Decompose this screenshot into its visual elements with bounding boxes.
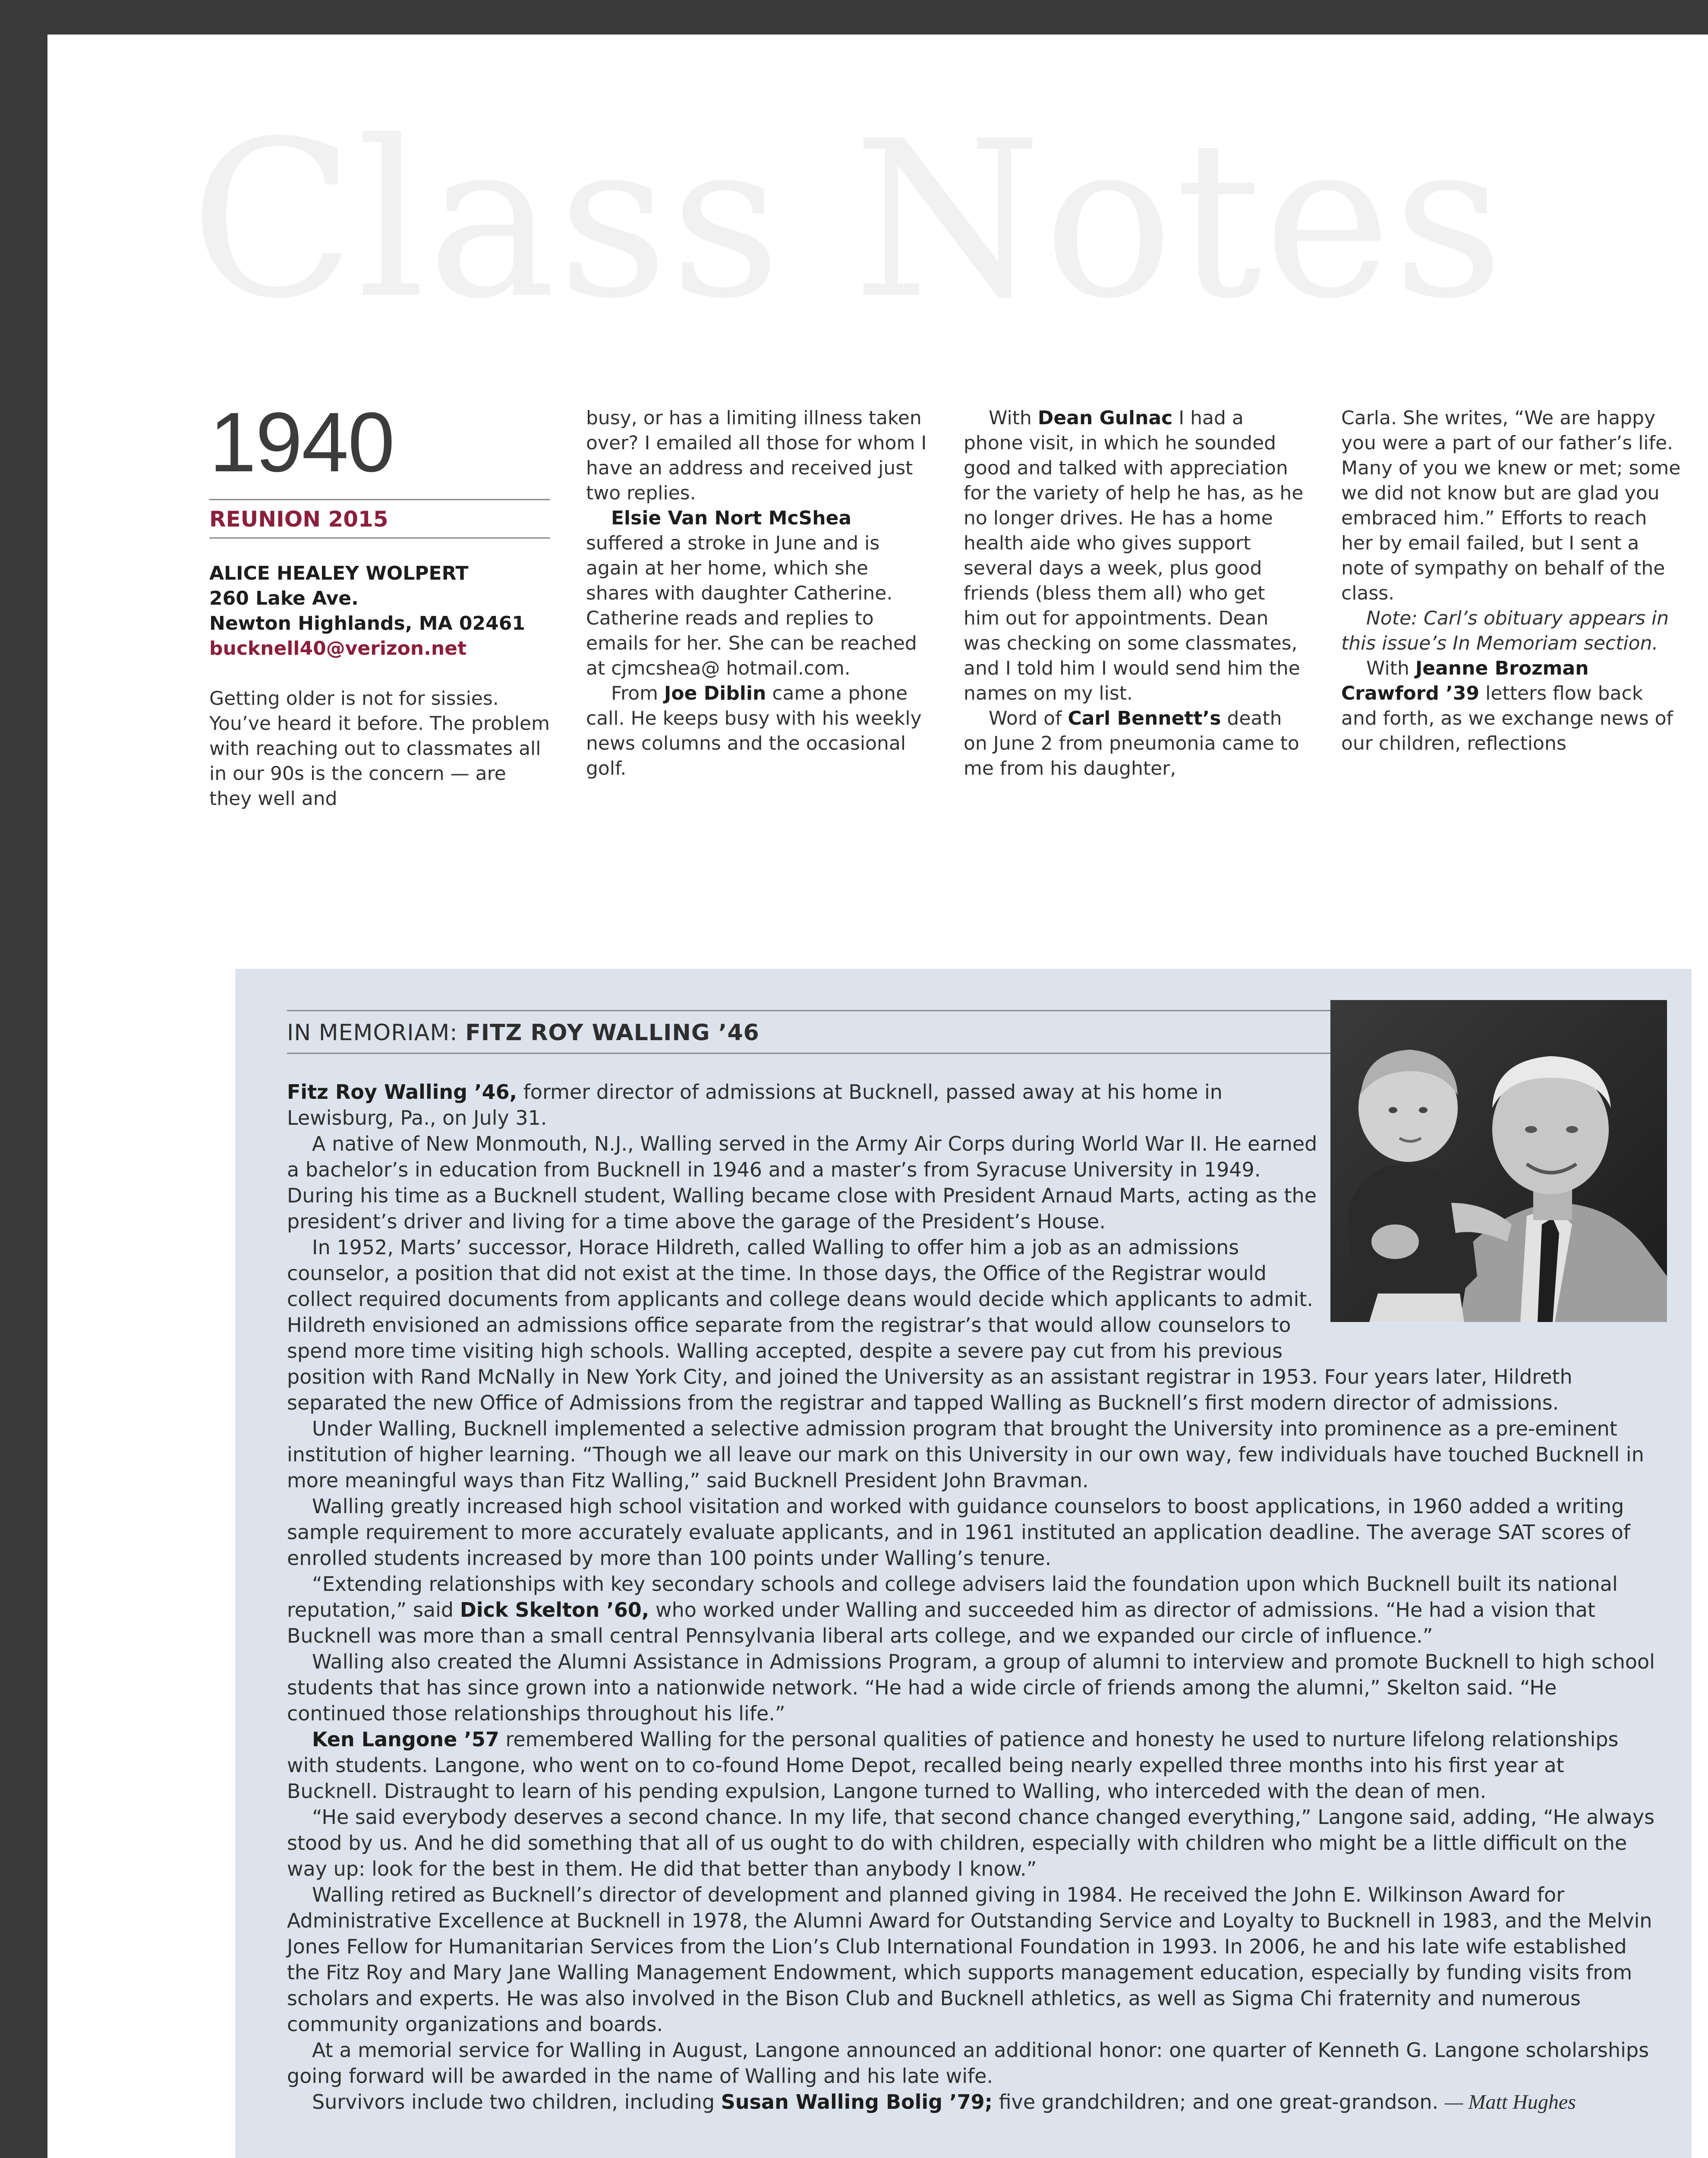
column-4: [1341, 406, 1682, 756]
column-1: [209, 395, 550, 811]
note-paragraph: busy, or has a limiting illness taken over? I emailed all those for whom I have an address and received just two replies.: [586, 407, 927, 504]
article-paragraph: “Extending relationships with key secondary schools and college advisers laid the foundation upon which Bucknell built its national reputation,” said Dick Skelton ’60, who worked under Walling and succeeded him as director of admissions. “He had a vision that Bucknell was more than a small central Pennsylvania liberal arts college, and we expanded our circle of influence.”: [287, 1572, 1618, 1647]
class-notes-columns: [209, 395, 1708, 906]
note-paragraph: Elsie Van Nort McShea suffered a stroke in June and is again at her home, which she shares with daughter Catherine. Catherine reads and replies to emails for her. She can be reached at cjmcshea@ hotmail.com.: [586, 506, 927, 681]
note-paragraph: Carla. She writes, “We are happy you were a part of our father’s life. Many of you we knew or met; some we did not know but are glad you embraced him.” Efforts to reach her by email failed, but I sent a note of sympathy on behalf of the class.: [1341, 407, 1681, 604]
in-memoriam-label: IN MEMORIAM:: [287, 1020, 466, 1046]
in-memoriam-article: [287, 1079, 1659, 2115]
article-paragraph: At a memorial service for Walling in August, Langone announced an additional honor: one quarter of Kenneth G. Langone scholarships going forward will be awarded in the name of Walling and his late wife.: [287, 2038, 1649, 2088]
article-paragraph: Ken Langone ’57 remembered Walling for the personal qualities of patience and honesty he used to nurture lifelong relationships with students. Langone, who went on to co-found Home Depot, recalled being nearly expelled three months into his first year at Bucknell. Distraught to learn of his pending expulsion, Langone turned to Walling, who interceded with the dean of men.: [287, 1728, 1619, 1803]
article-paragraph: Walling greatly increased high school visitation and worked with guidance counselors to boost applications, in 1960 added a writing sample requirement to more accurately evaluate applicants, and in 1961 instituted an application deadline. The average SAT scores of enrolled students increased by more than 100 points under Walling’s tenure.: [287, 1495, 1630, 1570]
photo-space: [1327, 1079, 1659, 1351]
reunion-label: REUNION 2015: [209, 500, 550, 539]
article-paragraph: In 1952, Marts’ successor, Horace Hildreth, called Walling to offer him a job as an admissions counselor, a position that did not exist at the time. In those days, the Office of the Registrar would collect required documents from applicants and college deans would decide which applicants to admit. Hildreth envisioned an admissions office separate from the registrar’s that would allow counselors to spend more time visiting high schools. Walling accepted, despite a severe pay cut from his previous position with Rand McNally in New York City, and joined the University as an assistant registrar in 1953. Four years later, Hildreth separated the new Office of Admissions from the registrar and tapped Walling as Bucknell’s first modern director of admissions.: [287, 1236, 1572, 1414]
author-byline: — Matt Hughes: [1444, 2091, 1576, 2114]
article-paragraph: Walling retired as Bucknell’s director of development and planned giving in 1984. He received the John E. Wilkinson Award for Administrative Excellence at Bucknell in 1978, the Alumni Award for Outstanding Service and Loyalty to Bucknell in 1983, and the Melvin Jones Fellow for Humanitarian Services from the Lion’s Club International Foundation in 1993. In 2006, he and his late wife established the Fitz Roy and Mary Jane Walling Management Endowment, which supports management education, especially by funding visits from scholars and experts. He was also involved in the Bison Club and Bucknell athletics, as well as Sigma Chi fraternity and numerous community organizations and boards.: [287, 1883, 1652, 2036]
magazine-page: [47, 35, 1708, 2158]
note-paragraph: Getting older is not for sissies. You’ve heard it before. The problem with reaching out to classmates all in our 90s is the concern — are they well and: [209, 688, 550, 810]
note-paragraph: With Jeanne Brozman Crawford ’39 letters flow back and forth, as we exchange news of our children, reflections: [1341, 657, 1673, 754]
reporter-name: ALICE HEALEY WOLPERT: [209, 562, 469, 584]
article-paragraph: Walling also created the Alumni Assistance in Admissions Program, a group of alumni to interview and promote Bucknell to high school students that has since grown into a nationwide network. “He had a wide circle of friends among the alumni,” Skelton said. “He continued those relationships throughout his life.”: [287, 1650, 1655, 1725]
in-memoriam-heading: [287, 1010, 1377, 1054]
column-2: [586, 406, 927, 781]
classmate-name: Joe Diblin: [664, 682, 766, 704]
article-paragraph: Fitz Roy Walling ’46, former director of admissions at Bucknell, passed away at his home in Lewisburg, Pa., on July 31.: [287, 1080, 1223, 1129]
column-3: [964, 406, 1305, 781]
article-paragraph: “He said everybody deserves a second chance. In my life, that second chance changed everything,” Langone said, adding, “He always stood by us. And he did something that all of us ought to do with children, especially with children who might be a little difficult on the way up: look for the best in them. He did that better than anybody I know.”: [287, 1805, 1655, 1880]
note-paragraph: Word of Carl Bennett’s death on June 2 from pneumonia came to me from his daughter,: [964, 707, 1299, 779]
person-name: Susan Walling Bolig ’79;: [721, 2090, 993, 2114]
in-memoriam-name: FITZ ROY WALLING ’46: [465, 1020, 759, 1046]
in-memoriam-box: [235, 969, 1692, 2158]
classmate-name: Jeanne Brozman Crawford ’39: [1341, 657, 1589, 704]
article-paragraph: A native of New Monmouth, N.J., Walling served in the Army Air Corps during World War II. He earned a bachelor’s in education from Bucknell in 1946 and a master’s from Syracuse University in 1949. During his time as a Bucknell student, Walling became close with President Arnaud Marts, acting as the president’s driver and living for a time above the garage of the President’s House.: [287, 1132, 1317, 1233]
article-paragraph: Survivors include two children, including Susan Walling Bolig ’79; five grandchildren; and one great-grandson. — Matt Hughes: [312, 2090, 1576, 2114]
person-name: Dick Skelton ’60,: [460, 1598, 649, 1622]
obituary-note: Note: Carl’s obituary appears in this issue’s In Memoriam section.: [1341, 607, 1669, 654]
classmate-name: Dean Gulnac: [1037, 407, 1173, 429]
class-year: 1940: [209, 395, 394, 489]
classmate-name: Carl Bennett’s: [1068, 707, 1221, 729]
reporter-address-street: 260 Lake Ave.: [209, 587, 359, 609]
note-paragraph: With Dean Gulnac I had a phone visit, in which he sounded good and talked with appreciation for the variety of help he has, as he no longer drives. He has a home health aide who gives support several days a week, plus good friends (bless them all) who get him out for appointments. Dean was checking on some classmates, and I told him I would send him the names on my list.: [964, 407, 1304, 704]
reporter-email-link[interactable]: bucknell40@verizon.net: [209, 637, 467, 659]
person-name: Ken Langone ’57: [312, 1728, 499, 1751]
class-reporter-contact: [209, 561, 550, 661]
person-name: Fitz Roy Walling ’46,: [287, 1080, 517, 1104]
classmate-name: Elsie Van Nort McShea: [611, 507, 852, 529]
reporter-address-city: Newton Highlands, MA 02461: [209, 612, 525, 634]
note-paragraph: From Joe Diblin came a phone call. He keeps busy with his weekly news columns and the occasional golf.: [586, 682, 922, 779]
class-notes-watermark: Class Notes: [190, 95, 1506, 346]
article-paragraph: Under Walling, Bucknell implemented a selective admission program that brought the University into prominence as a pre-eminent institution of higher learning. “Though we all leave our mark on this University in our own way, few individuals have touched Bucknell in more meaningful ways than Fitz Walling,” said Bucknell President John Bravman.: [287, 1417, 1644, 1492]
